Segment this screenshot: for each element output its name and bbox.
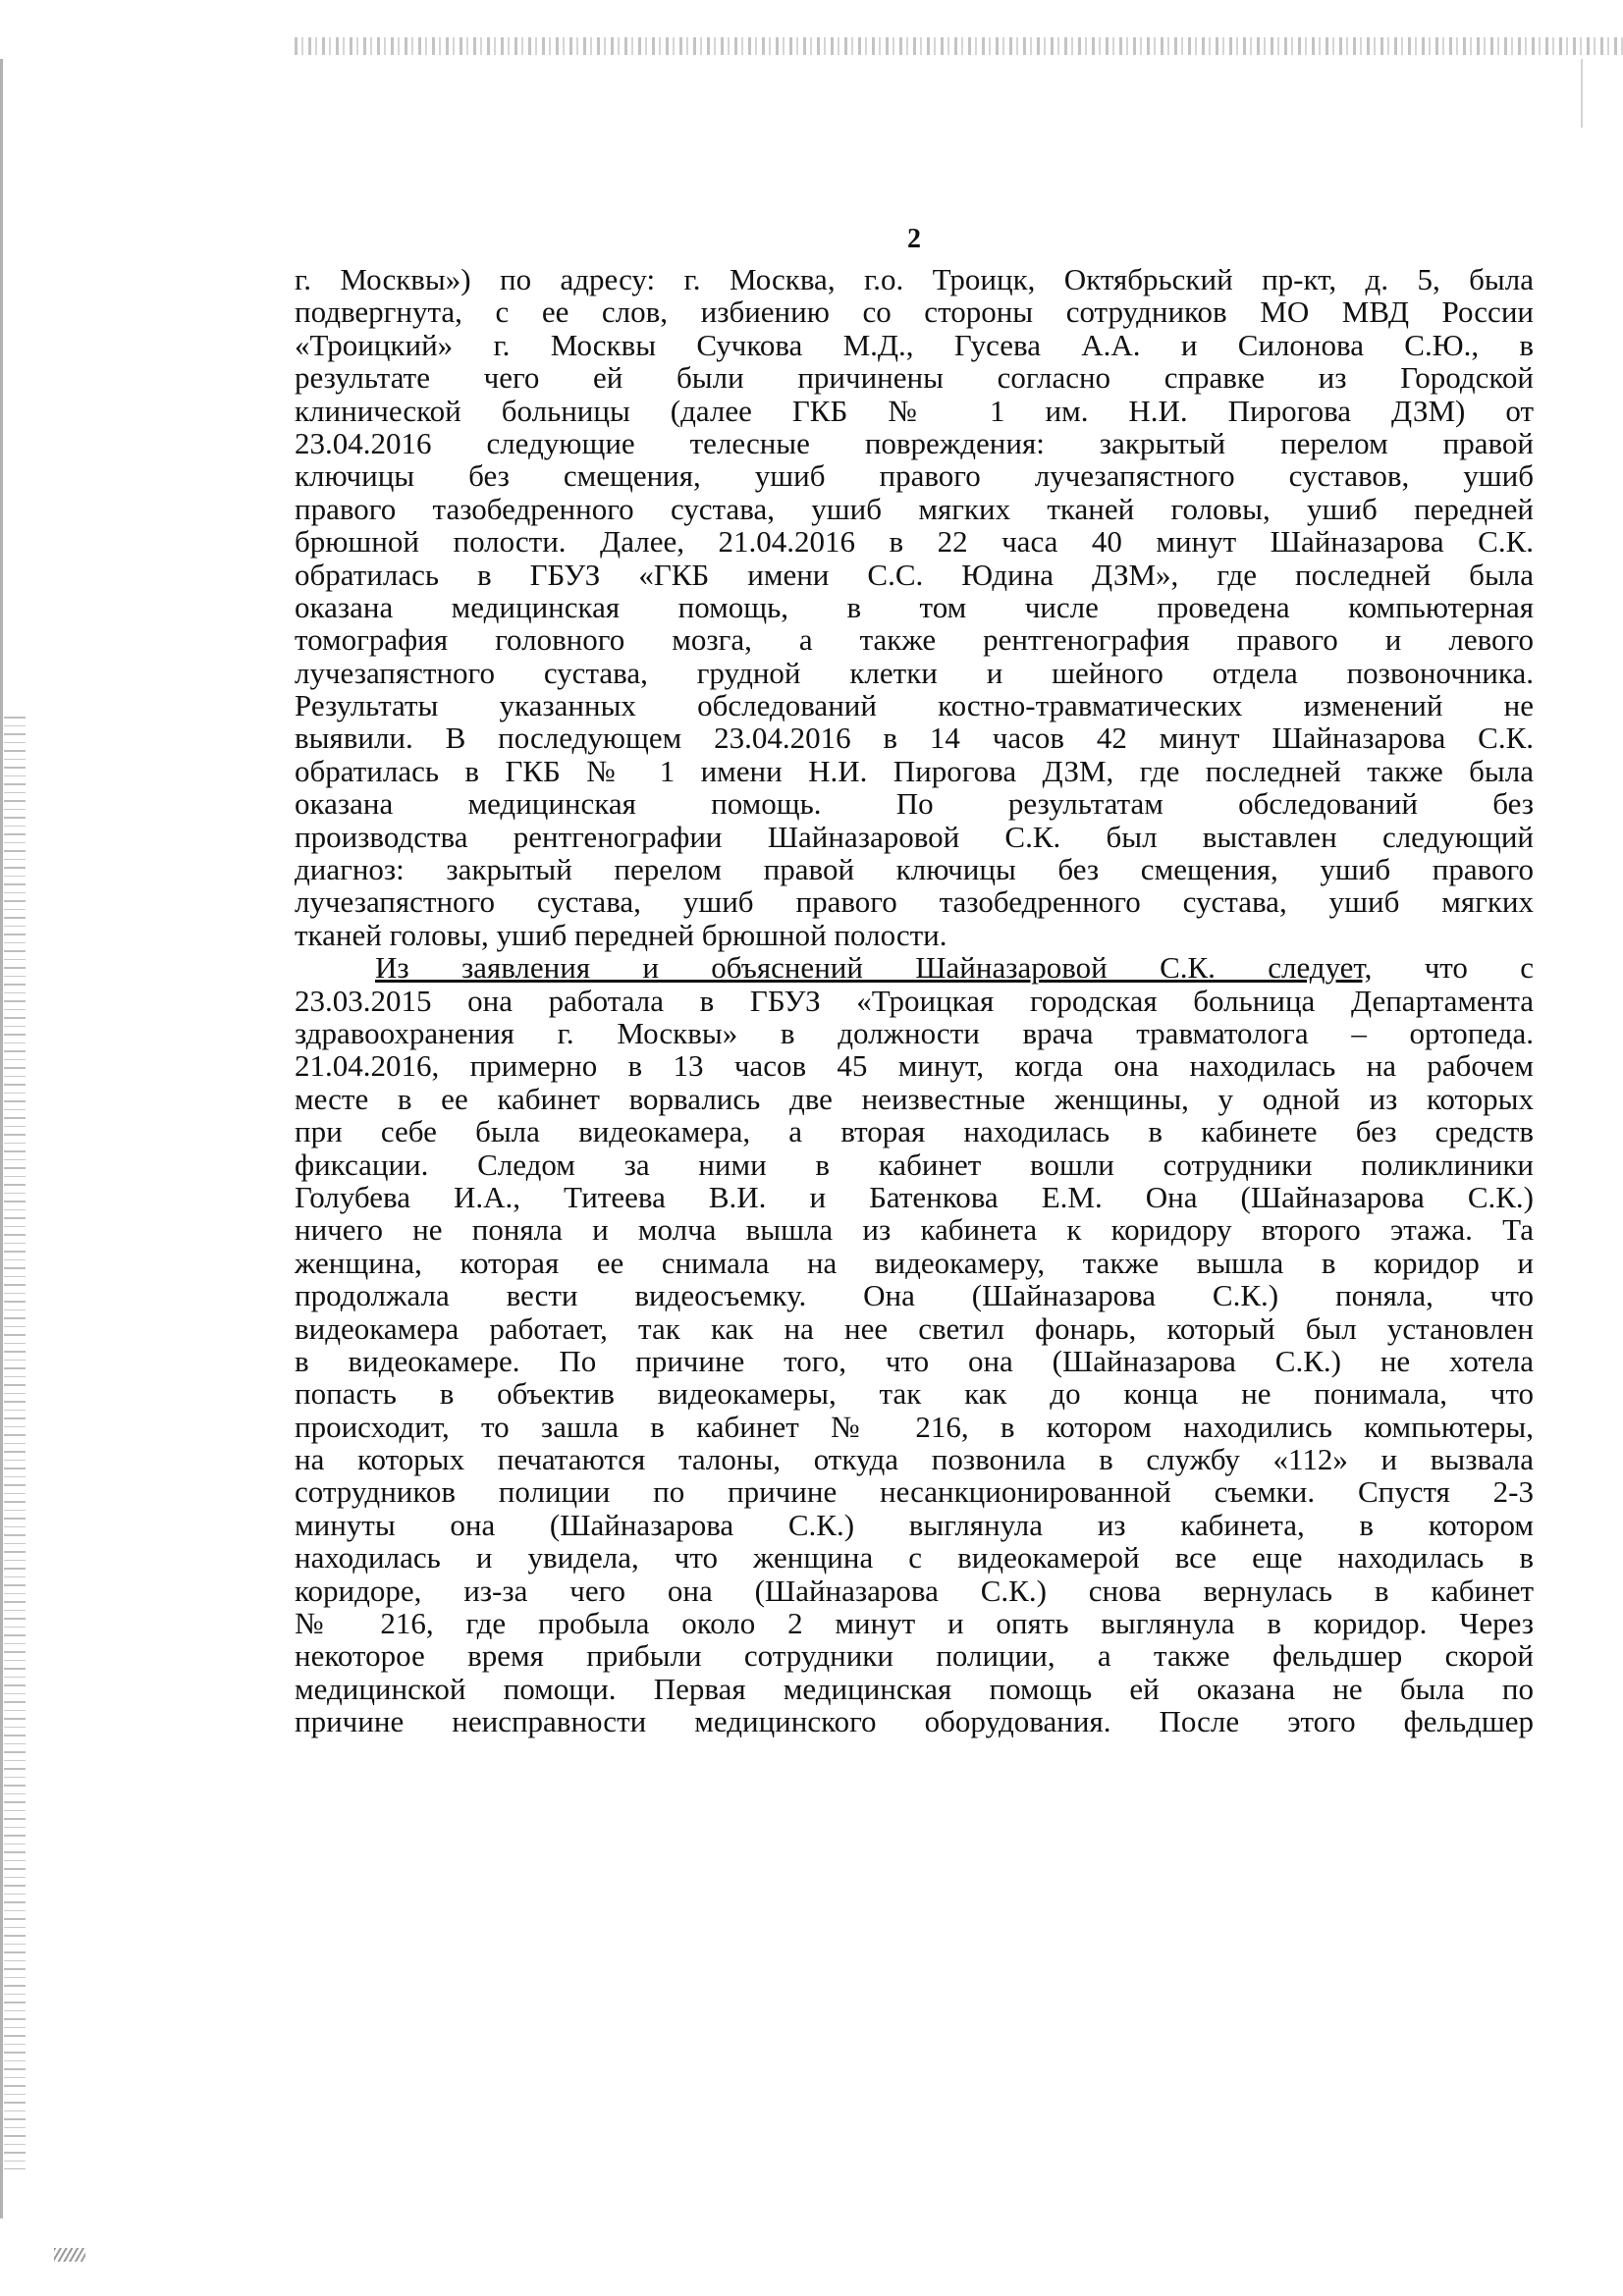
first-line-rest: что с <box>1372 950 1534 986</box>
text-line: 21.04.2016, примерно в 13 часов 45 минут, когда она находилась на рабочем <box>295 1048 1534 1084</box>
text-line: диагноз: закрытый перелом правой ключицы без смещения, ушиб правого <box>295 852 1534 887</box>
text-line: ключицы без смещения, ушиб правого лучезапястного суставов, ушиб <box>295 458 1534 494</box>
text-line: ничего не поняла и молча вышла из кабинета к коридору второго этажа. Та <box>295 1212 1534 1248</box>
page-number: 2 <box>907 224 922 254</box>
scan-speckle-left <box>4 717 26 2169</box>
text-line: г. Москвы») по адресу: г. Москва, г.о. Троицк, Октябрьский пр-кт, д. 5, была <box>295 262 1534 296</box>
text-line: «Троицкий» г. Москвы Сучкова М.Д., Гусева А.А. и Силонова С.Ю., в <box>295 327 1534 362</box>
text-line: выявили. В последующем 23.04.2016 в 14 часов 42 минут Шайназарова С.К. <box>295 721 1534 756</box>
text-line: обратилась в ГКБ № 1 имени Н.И. Пирогова ДЗМ, где последней также была <box>295 753 1534 788</box>
paragraph-2 <box>295 951 1534 1737</box>
text-line: брюшной полости. Далее, 21.04.2016 в 22 часа 40 минут Шайназарова С.К. <box>295 524 1534 560</box>
text-line: подвергнута, с ее слов, избиению со стороны сотрудников МО МВД России <box>295 294 1534 330</box>
text-line: видеокамера работает, так как на нее светил фонарь, который был установлен <box>295 1310 1534 1346</box>
text-line: женщина, которая ее снимала на видеокамеру, также вышла в коридор и <box>295 1245 1534 1280</box>
paragraph-1 <box>295 263 1534 951</box>
text-line: лучезапястного сустава, ушиб правого тазобедренного сустава, ушиб мягких <box>295 884 1534 920</box>
text-line: продолжала вести видеосъемку. Она (Шайназарова С.К.) поняла, что <box>295 1278 1534 1313</box>
text-line: тканей головы, ушиб передней брюшной полости. <box>295 917 947 952</box>
text-line: производства рентгенографии Шайназаровой С.К. был выставлен следующий <box>295 819 1534 854</box>
text-line: медицинской помощи. Первая медицинская помощь ей оказана не была по <box>295 1671 1534 1706</box>
text-line: месте в ее кабинет ворвались две неизвестные женщины, у одной из которых <box>295 1081 1534 1116</box>
text-line: № 216, где пробыла около 2 минут и опять выглянула в коридор. Через <box>295 1606 1534 1641</box>
scan-mark-corner <box>54 2248 85 2262</box>
text-line: оказана медицинская помощь, в том числе проведена компьютерная <box>295 589 1534 624</box>
text-line: томография головного мозга, а также рентгенография правого и левого <box>295 622 1534 658</box>
text-line: в видеокамере. По причине того, что она (Шайназарова С.К.) не хотела <box>295 1343 1534 1378</box>
text-line: обратилась в ГБУЗ «ГКБ имени С.С. Юдина ДЗМ», где последней была <box>295 557 1534 592</box>
text-line: Результаты указанных обследований костно-травматических изменений не <box>295 688 1534 723</box>
paragraph-2-first-line <box>295 951 1534 984</box>
text-line: клинической больницы (далее ГКБ № 1 им. Н.И. Пирогова ДЗМ) от <box>295 393 1534 428</box>
scan-mark-right <box>1581 59 1600 128</box>
text-line: оказана медицинская помощь. По результатам обследований без <box>295 786 1534 822</box>
text-line: попасть в объектив видеокамеры, так как до конца не понимала, что <box>295 1376 1534 1412</box>
text-line: 23.03.2015 она работала в ГБУЗ «Троицкая городская больница Департамента <box>295 983 1534 1018</box>
text-line: коридоре, из-за чего она (Шайназарова С.К.) снова вернулась в кабинет <box>295 1573 1534 1608</box>
text-line: правого тазобедренного сустава, ушиб мягких тканей головы, ушиб передней <box>295 491 1534 526</box>
text-line: на которых печатаются талоны, откуда позвонила в службу «112» и вызвала <box>295 1442 1534 1477</box>
text-line: находилась и увидела, что женщина с видеокамерой все еще находилась в <box>295 1540 1534 1575</box>
text-line: фиксации. Следом за ними в кабинет вошли сотрудники поликлиники <box>295 1147 1534 1182</box>
text-line: 23.04.2016 следующие телесные повреждения: закрытый перелом правой <box>295 425 1534 460</box>
text-line: минуты она (Шайназарова С.К.) выглянула из кабинета, в котором <box>295 1507 1534 1542</box>
text-line: сотрудников полиции по причине несанкционированной съемки. Спустя 2-3 <box>295 1474 1534 1510</box>
text-line: Голубева И.А., Титеева В.И. и Батенкова Е.М. Она (Шайназарова С.К.) <box>295 1179 1534 1214</box>
text-line: результате чего ей были причинены согласно справке из Городской <box>295 360 1534 396</box>
text-line: при себе была видеокамера, а вторая находилась в кабинете без средств <box>295 1114 1534 1149</box>
document-body <box>295 263 1534 1738</box>
text-line: причине неисправности медицинского оборудования. После этого фельдшер <box>295 1704 1534 1739</box>
text-line: здравоохранения г. Москвы» в должности врача травматолога – ортопеда. <box>295 1015 1534 1050</box>
text-line: лучезапястного сустава, грудной клетки и шейного отдела позвоночника. <box>295 655 1534 690</box>
text-line: происходит, то зашла в кабинет № 216, в котором находились компьютеры, <box>295 1409 1534 1444</box>
scan-noise-top <box>295 37 1623 55</box>
text-line: некоторое время прибыли сотрудники полиции, а также фельдшер скорой <box>295 1638 1534 1674</box>
underlined-phrase: Из заявления и объяснений Шайназаровой С.К. следует, <box>375 950 1373 986</box>
